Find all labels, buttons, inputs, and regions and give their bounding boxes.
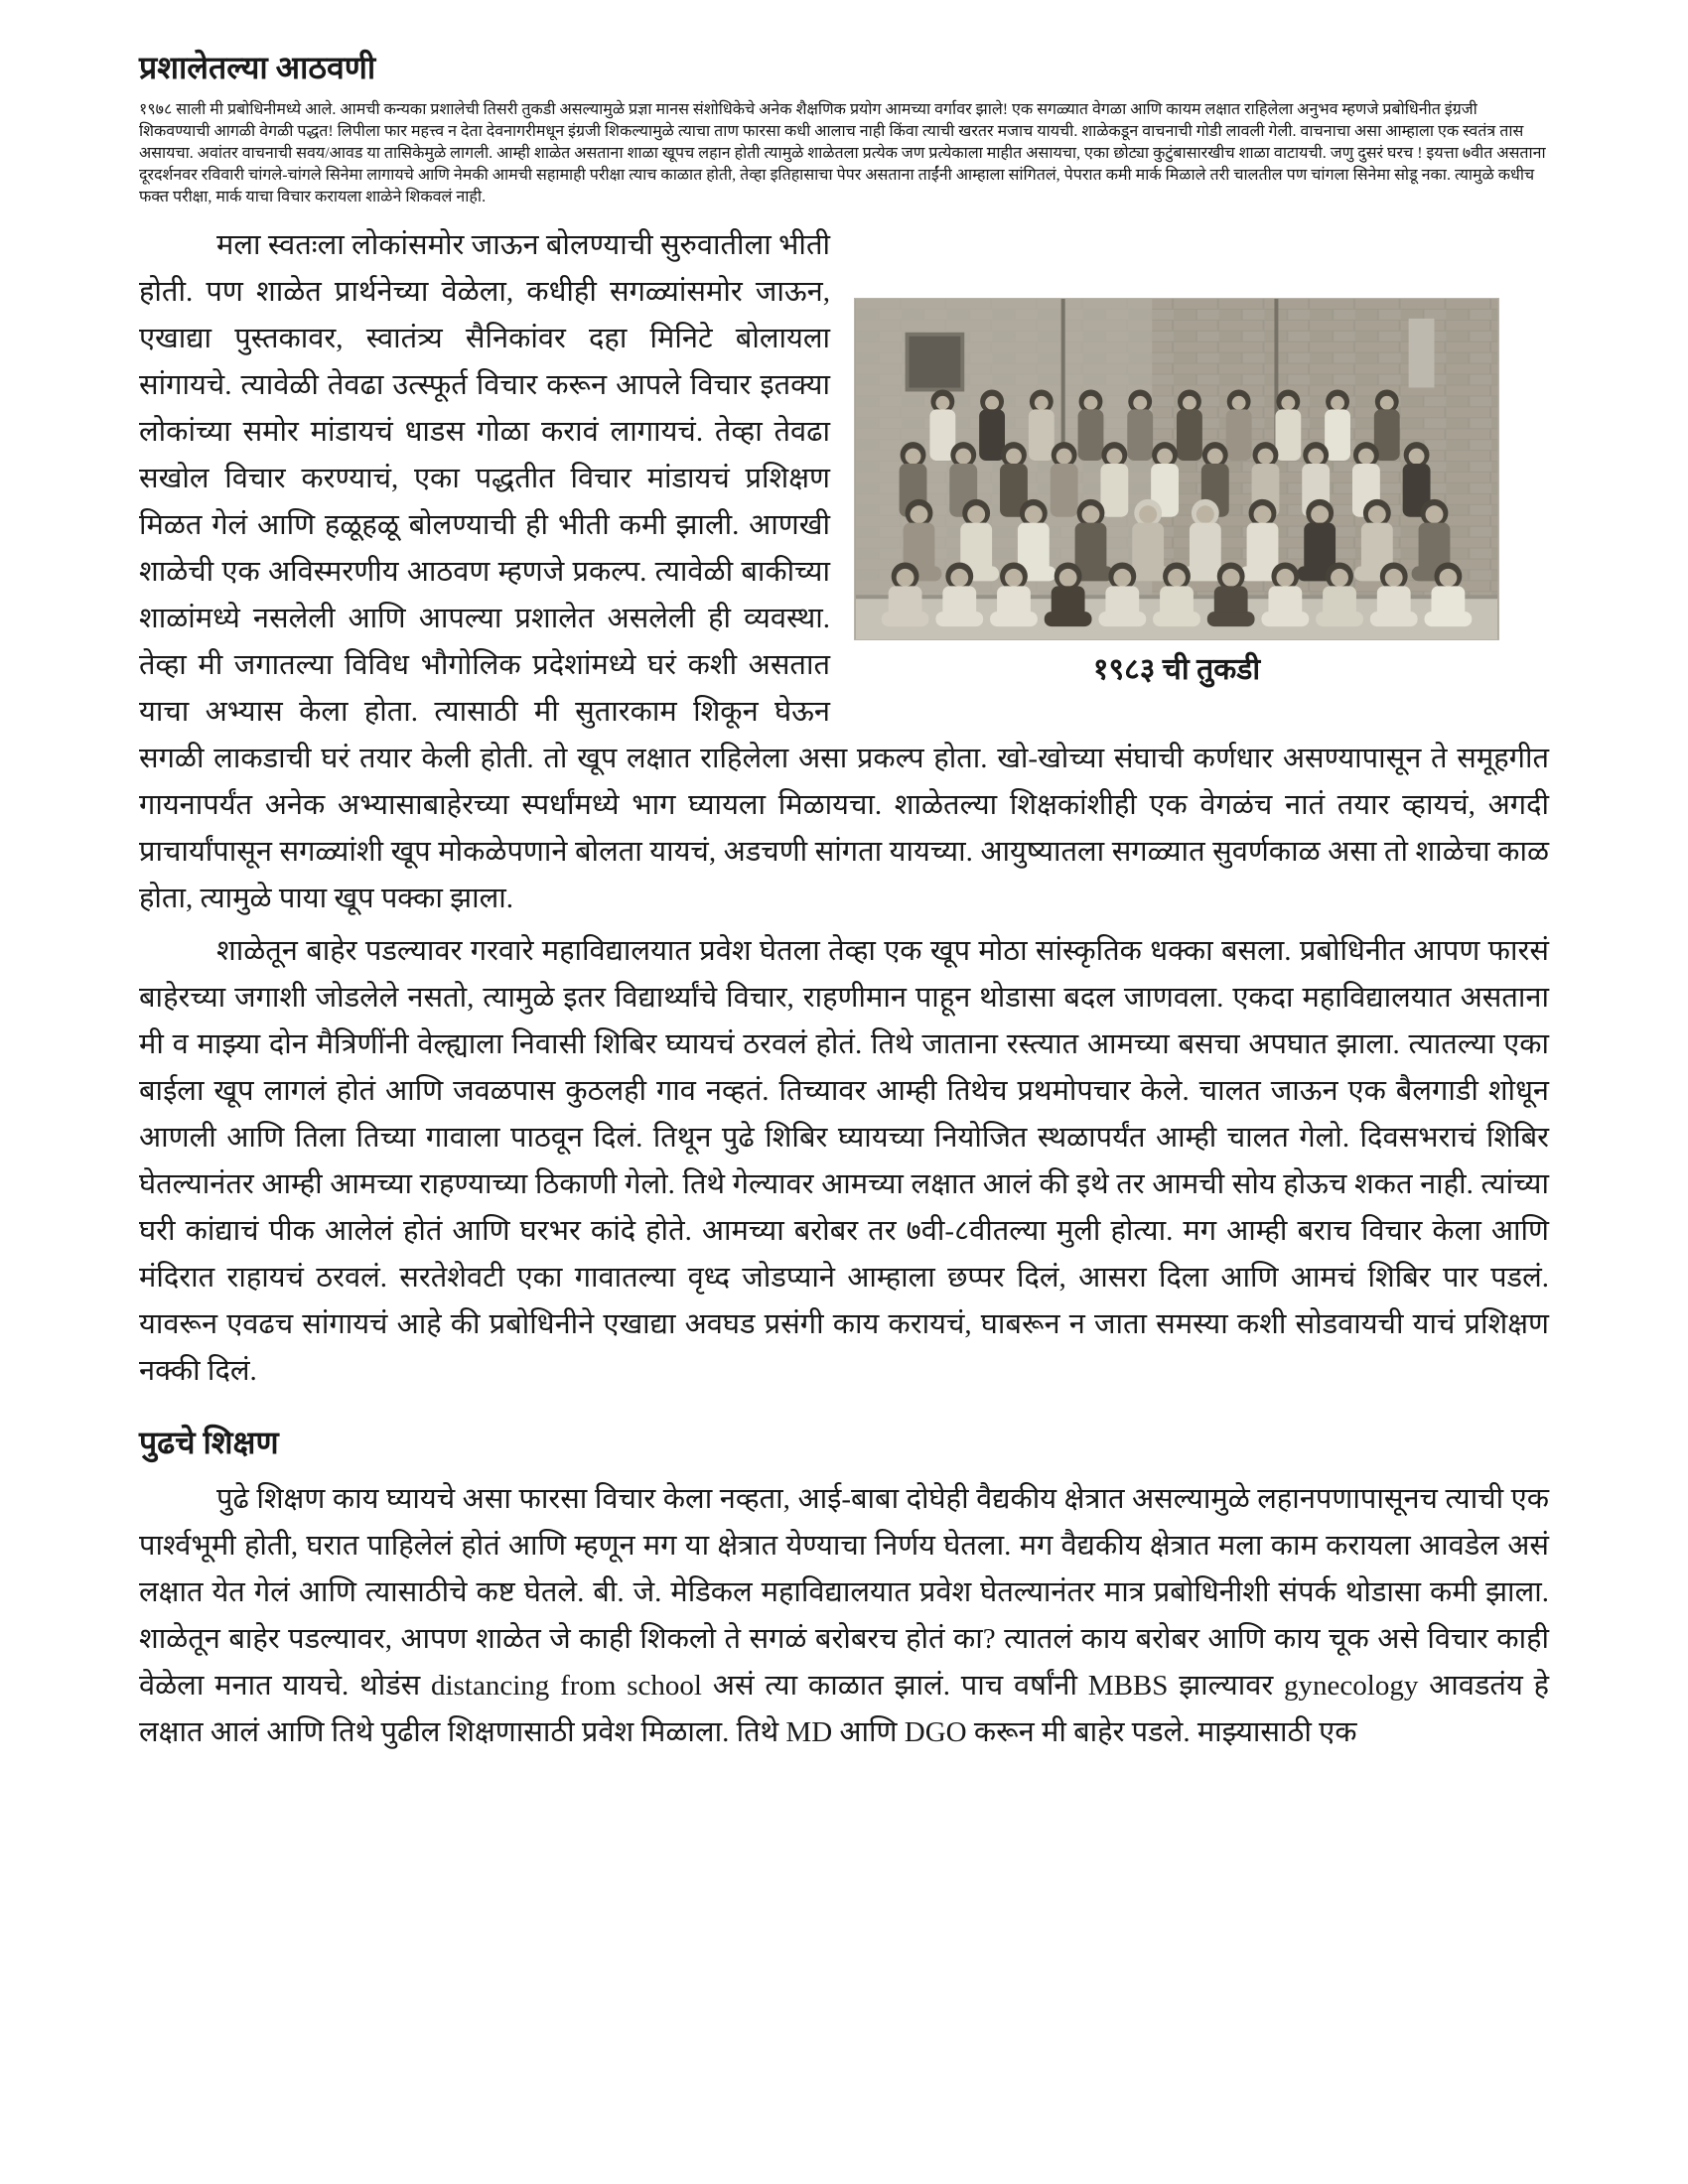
class-photo-1983 (854, 298, 1499, 640)
paragraph-college-camp-text: शाळेतून बाहेर पडल्यावर गरवारे महाविद्यालयात प्रवेश घेतला तेव्हा एक खूप मोठा सांस्कृतिक धक्का बसला. प्रबोधिनीत आपण फारसं बाहेरच्या जगाशी जोडलेले नसतो, त्यामुळे इतर विद्यार्थ्यांचे विचार, राहणीमान पाहून थोडासा बदल जाणवला. एकदा महाविद्यालयात असताना मी व माझ्या दोन मैत्रिणींनी वेल्ह्याला निवासी शिबिर घ्यायचं ठरवलं होतं. तिथे जाताना रस्त्यात आमच्या बसचा अपघात झाला. त्यातल्या एका बाईला खूप लागलं होतं आणि जवळपास कुठलही गाव नव्हतं. तिच्यावर आम्ही तिथेच प्रथमोपचार केले. चालत जाऊन एक बैलगाडी शोधून आणली आणि तिला तिच्या गावाला पाठवून दिलं. तिथून पुढे शिबिर घ्यायच्या नियोजित स्थळापर्यंत आम्ही चालत गेलो. दिवसभराचं शिबिर घेतल्यानंतर आम्ही आमच्या राहण्याच्या ठिकाणी गेलो. तिथे गेल्यावर आमच्या लक्षात आलं की इथे तर आमची सोय होऊच शकत नाही. त्यांच्या घरी कांद्याचं पीक आलेलं होतं आणि घरभर कांदे होते. आमच्या बरोबर तर ७वी-८वीतल्या मुली होत्या. मग आम्ही बराच विचार केला आणि मंदिरात राहायचं ठरवलं. सरतेशेवटी एका गावातल्या वृध्द जोडप्याने आम्हाला छप्पर दिलं, आसरा दिला आणि आमचं शिबिर पार पडलं. यावरून एवढच सांगायचं आहे की प्रबोधिनीने एखाद्या अवघड प्रसंगी काय करायचं, घाबरून न जाता समस्या कशी सोडवायची याचं प्रशिक्षण नक्की दिलं. (139, 935, 1549, 1387)
paragraph-college-camp (139, 928, 1549, 1395)
paragraph-school-memories-text: १९७८ साली मी प्रबोधिनीमध्ये आले. आमची कन्यका प्रशालेची तिसरी तुकडी असल्यामुळे प्रज्ञा मानस संशोधिकेचे अनेक शैक्षणिक प्रयोग आमच्या वर्गावर झाले! एक सगळ्यात वेगळा आणि कायम लक्षात राहिलेला अनुभव म्हणजे प्रबोधिनीत इंग्रजी शिकवण्याची आगळी वेगळी पद्धत! लिपीला फार महत्त्व न देता देवनागरीमधून इंग्रजी शिकल्यामुळे त्याचा ताण फारसा कधी आलाच नाही किंवा त्याची खरतर मजाच यायची. शाळेकडून वाचनाची गोडी लावली गेली. वाचनाचा असा आम्हाला एक स्वतंत्र तास असायचा. अवांतर वाचनाची सवय/आवड या तासिकेमुळे लागली. आम्ही शाळेत असताना शाळा खूपच लहान होती त्यामुळे शाळेतला प्रत्येक जण प्रत्येकाला माहीत असायचा, एका छोट्या कुटुंबासारखीच शाळा वाटायची. जणु दुसरं घरच ! इयत्ता ७वीत असताना दूरदर्शनवर रविवारी चांगले-चांगले सिनेमा लागायचे आणि नेमकी आमची सहामाही परीक्षा त्याच काळात होती, तेव्हा इतिहासाचा पेपर असताना ताईंनी आम्हाला सांगितलं, पेपरात कमी मार्क मिळाले तरी चालतील पण चांगला सिनेमा सोडू नका. त्यामुळे कधीच फक्त परीक्षा, मार्क याचा विचार करायला शाळेने शिकवलं नाही. (139, 101, 1546, 205)
paragraph-further-education (139, 1476, 1549, 1756)
photo-wrap-spacer (1548, 97, 1549, 246)
class-photo-image (855, 299, 1498, 639)
photo-caption: १९८३ ची तुकडी (1092, 653, 1261, 686)
heading-further-education: पुढचे शिक्षण (139, 1425, 279, 1460)
paragraph-further-education-text: पुढे शिक्षण काय घ्यायचे असा फारसा विचार केला नव्हता, आई-बाबा दोघेही वैद्यकीय क्षेत्रात असल्यामुळे लहानपणापासूनच त्याची एक पार्श्वभूमी होती, घरात पाहिलेलं होतं आणि म्हणून मग या क्षेत्रात येण्याचा निर्णय घेतला. मग वैद्यकीय क्षेत्रात मला काम करायला आवडेल असं लक्षात येत गेलं आणि त्यासाठीचे कष्ट घेतले. बी. जे. मेडिकल महाविद्यालयात प्रवेश घेतल्यानंतर मात्र प्रबोधिनीशी संपर्क थोडासा कमी झाला. शाळेतून बाहेर पडल्यावर, आपण शाळेत जे काही शिकलो ते सगळं बरोबरच होतं का? त्यातलं काय बरोबर आणि काय चूक असे विचार काही वेळेला मनात यायचे. थोडंस distancing from school असं त्या काळात झालं. पाच वर्षांनी MBBS झाल्यावर gynecology आवडतंय हे लक्षात आलं आणि तिथे पुढील शिक्षणासाठी प्रवेश मिळाला. तिथे MD आणि DGO करून मी बाहेर पडले. माझ्यासाठी एक (139, 1483, 1549, 1748)
class-photo-figure (854, 298, 1549, 690)
heading-school-memories: प्रशालेतल्या आठवणी (139, 50, 376, 85)
paragraph-public-speaking-text: मला स्वतःला लोकांसमोर जाऊन बोलण्याची सुरुवातीला भीती होती. पण शाळेत प्रार्थनेच्या वेळेला, कधीही सगळ्यांसमोर जाऊन, एखाद्या पुस्तकावर, स्वातंत्र्य सैनिकांवर दहा मिनिटे बोलायला सांगायचे. त्यावेळी तेवढा उत्स्फूर्त विचार करून आपले विचार इतक्या लोकांच्या समोर मांडायचं धाडस गोळा करावं लागायचं. तेव्हा तेवढा सखोल विचार करण्याचं, एका पद्धतीत विचार मांडायचं प्रशिक्षण मिळत गेलं आणि हळूहळू बोलण्याची ही भीती कमी झाली. आणखी शाळेची एक अविस्मरणीय आठवण म्हणजे प्रकल्प. त्यावेळी बाकीच्या शाळांमध्ये नसलेली आणि आपल्या प्रशालेत असलेली ही व्यवस्था. तेव्हा मी जगातल्या विविध भौगोलिक प्रदेशांमध्ये घरं कशी असतात याचा अभ्यास केला होता. त्यासाठी मी सुतारकाम शिकून घेऊन सगळी लाकडाची घरं तयार केली होती. तो खूप लक्षात राहिलेला असा प्रकल्प होता. खो-खोच्या संघाची कर्णधार असण्यापासून ते समूहगीत गायनापर्यंत अनेक अभ्यासाबाहेरच्या स्पर्धांमध्ये भाग घ्यायला मिळायचा. शाळेतल्या शिक्षकांशीही एक वेगळंच नातं तयार व्हायचं, अगदी प्राचार्यांपासून सगळ्यांशी खूप मोकळेपणाने बोलता यायचं, अडचणी सांगता यायच्या. आयुष्यातला सगळ्यात सुवर्णकाळ असा तो शाळेचा काळ होता, त्यामुळे पाया खूप पक्का झाला. (139, 229, 1549, 914)
